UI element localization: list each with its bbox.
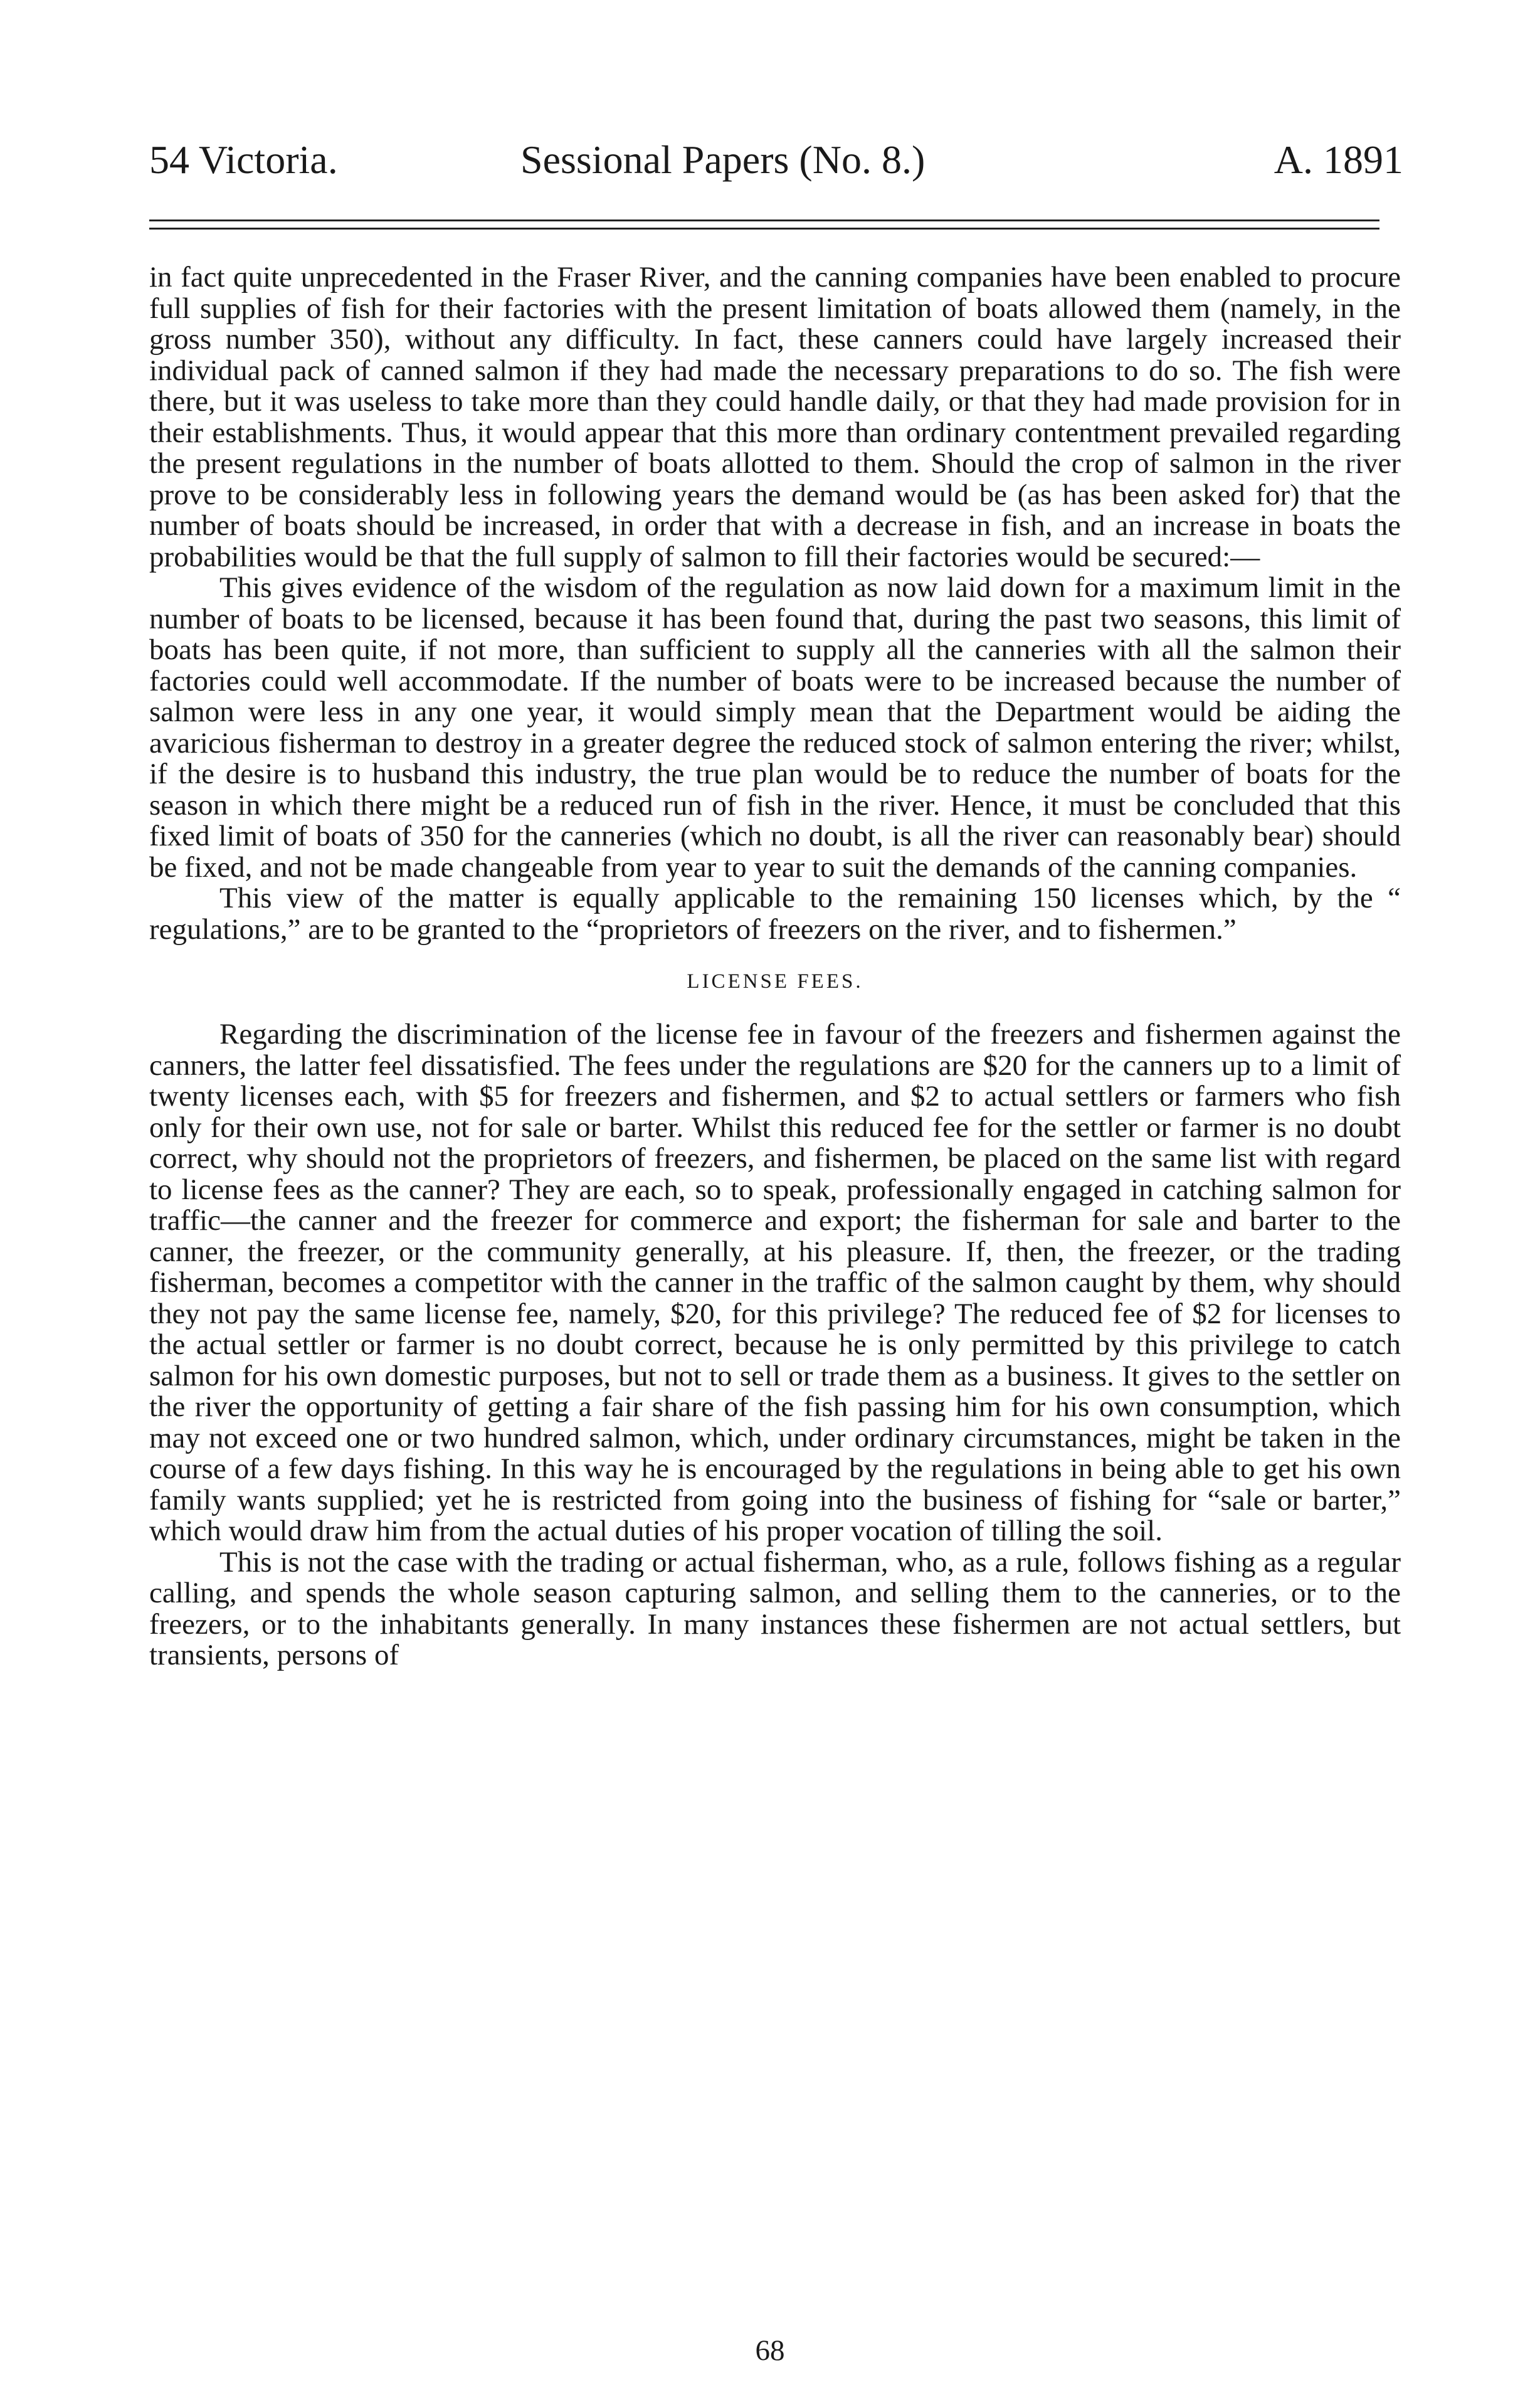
paragraph-license-fee-discrimination: Regarding the discrimination of the license fee in favour of the freezers and fishermen against the canners, the latter feel dissatisfied. The fees under the regulations are $20 for the canners up to a limit of twenty licenses each, with $5 for freezers and fishermen, and $2 to actual settlers or farmers who fish only for their own use, not for sale or barter. Whilst this reduced fee for the settler or farmer is no doubt correct, why should not the proprietors of freezers, and fishermen, be placed on the same list with regard to license fees as the canner? They are each, so to speak, professionally engaged in catching salmon for traffic—the canner and the freezer for commerce and export; the fisherman for sale and barter to the canner, the freezer, or the community generally, at his pleasure. If, then, the freezer, or the trading fisherman, becomes a competitor with the canner in the traffic of the salmon caught by them, why should they not pay the same license fee, namely, $20, for this privilege? The reduced fee of $2 for licenses to the actual settler or farmer is no doubt correct, because he is only permitted by this privilege to catch salmon for his own domestic purposes, but not to sell or trade them as a business. It gives to the settler on the river the opportunity of getting a fair share of the fish passing him for his own consumption, which may not exceed one or two hundred salmon, which, under ordinary circumstances, might be taken in the course of a few days fishing. In this way he is encouraged by the regulations in being able to get his own family wants supplied; yet he is restricted from going into the business of fishing for “sale or barter,” which would draw him from the actual duties of his proper vocation of tilling the soil. <box>149 1018 1401 1547</box>
running-head-year: A. 1891 <box>1274 137 1403 182</box>
page-number: 68 <box>755 2334 785 2367</box>
paragraph-continuation: in fact quite unprecedented in the Fraser River, and the canning companies have been enabled to procure full supplies of fish for their factories with the present limitation of boats allowed them (namely, in the gross number 350), without any difficulty. In fact, these canners could have largely increased their individual pack of canned salmon if they had made the necessary preparations to do so. The fish were there, but it was useless to take more than they could handle daily, or that they had made provision for in their establishments. Thus, it would appear that this more than ordinary contentment prevailed regarding the present regulations in the number of boats allotted to them. Should the crop of salmon in the river prove to be considerably less in following years the demand would be (as has been asked for) that the number of boats should be increased, in order that with a decrease in fish, and an increase in boats the probabilities would be that the full supply of salmon to fill their factories would be secured:— <box>149 261 1401 573</box>
paragraph-remaining-licenses: This view of the matter is equally applicable to the remaining 150 licenses which, by the “ regulations,” are to be granted to the “proprietors of freezers on the river, and to fishermen.” <box>149 882 1401 946</box>
body-text <box>149 262 1401 1671</box>
section-heading-license-fees: LICENSE FEES. <box>687 970 863 993</box>
running-head <box>149 129 1403 191</box>
header-double-rule <box>149 220 1379 230</box>
running-head-title: Sessional Papers (No. 8.) <box>520 137 926 182</box>
paragraph-wisdom-of-regulation: This gives evidence of the wisdom of the regulation as now laid down for a maximum limit in the number of boats to be licensed, because it has been found that, during the past two seasons, this limit of boats has been quite, if not more, than sufficient to supply all the canneries with all the salmon their factories could well accommodate. If the number of boats were to be increased because the number of salmon were less in any one year, it would simply mean that the Department would be aiding the avaricious fisherman to destroy in a greater degree the reduced stock of salmon entering the river; whilst, if the desire is to husband this industry, the true plan would be to reduce the number of boats for the season in which there might be a reduced run of fish in the river. Hence, it must be concluded that this fixed limit of boats of 350 for the canneries (which no doubt, is all the river can reasonably bear) should be fixed, and not be made changeable from year to year to suit the demands of the canning companies. <box>149 571 1401 884</box>
paragraph-trading-fisherman: This is not the case with the trading or actual fisherman, who, as a rule, follows fishing as a regular calling, and spends the whole season capturing salmon, and selling them to the canneries, or to the freezers, or to the inhabitants generally. In many instances these fishermen are not actual settlers, but transients, persons of <box>149 1545 1401 1671</box>
running-head-session: 54 Victoria. <box>149 137 338 182</box>
